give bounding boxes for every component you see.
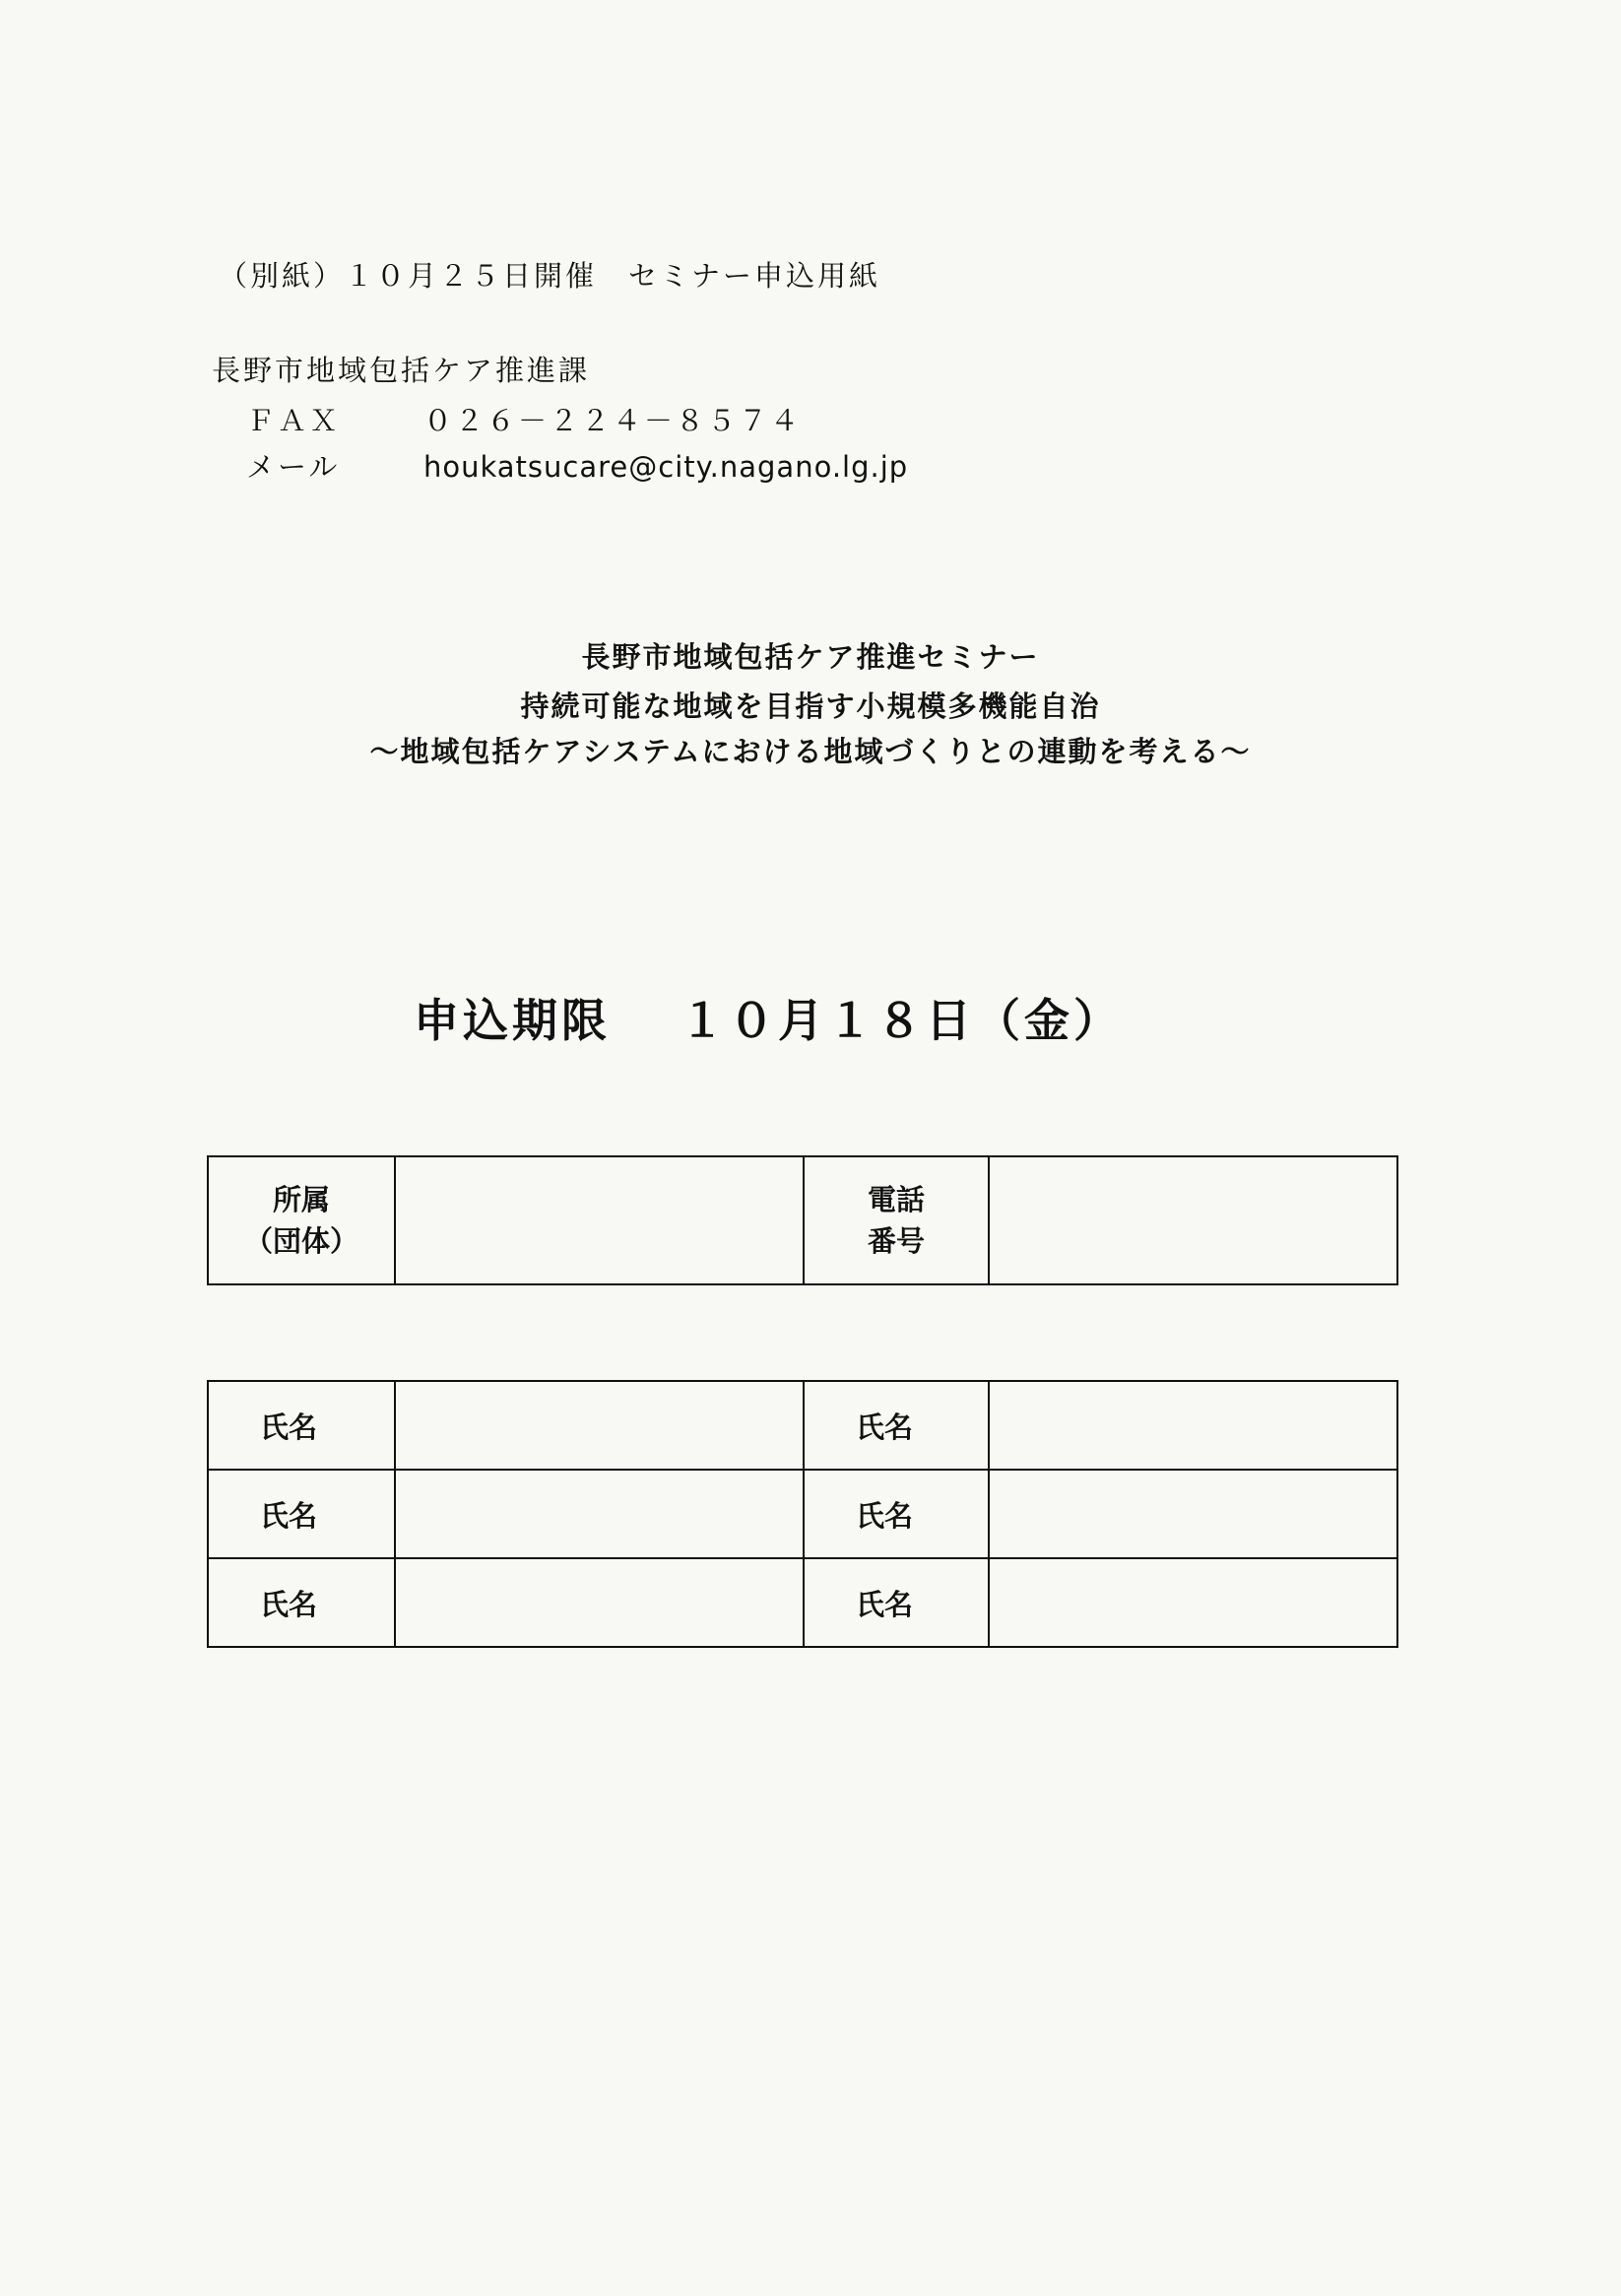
name-label: 氏名 [804,1470,989,1558]
name-field[interactable] [395,1470,804,1558]
affiliation-label-line2: （団体） [243,1224,358,1258]
names-row [208,1470,1397,1558]
name-label: 氏名 [208,1381,395,1470]
fax-line [246,399,802,439]
phone-label-line2: 番号 [867,1224,925,1258]
fax-label: ＦＡＸ [246,404,342,437]
names-table [207,1380,1398,1648]
mail-line [246,445,908,486]
affiliation-table [207,1155,1398,1285]
name-field[interactable] [989,1470,1397,1558]
seminar-title: 長野市地域包括ケア推進セミナー [581,640,1040,674]
phone-label [804,1156,989,1284]
name-label: 氏名 [804,1381,989,1470]
department-name: 長野市地域包括ケア推進課 [212,354,591,387]
name-field[interactable] [989,1381,1397,1470]
names-row [208,1381,1397,1470]
attachment-note: （別紙）１０月２５日開催 セミナー申込用紙 [219,259,881,293]
mail-label: メール [246,450,341,484]
name-label: 氏名 [208,1470,395,1558]
name-label: 氏名 [208,1558,395,1647]
fax-number: ０２６－２２４－８５７４ [423,404,803,437]
names-row [208,1558,1397,1647]
affiliation-label-line1: 所属 [272,1183,330,1216]
mail-address[interactable]: houkatsucare@city.nagano.lg.jp [423,450,909,484]
deadline-date: １０月１８日（金） [680,994,1123,1047]
name-field[interactable] [989,1558,1397,1647]
affiliation-label [208,1156,395,1284]
deadline [414,985,1123,1050]
name-field[interactable] [395,1558,804,1647]
name-label: 氏名 [804,1558,989,1647]
name-field[interactable] [395,1381,804,1470]
deadline-label: 申込期限 [414,994,611,1047]
seminar-subtitle: 持続可能な地域を目指す小規模多機能自治 [520,689,1101,723]
seminar-tagline: ～地域包括ケアシステムにおける地域づくりとの連動を考える～ [369,735,1252,768]
affiliation-field[interactable] [395,1156,804,1284]
phone-label-line1: 電話 [867,1183,925,1216]
phone-field[interactable] [989,1156,1397,1284]
